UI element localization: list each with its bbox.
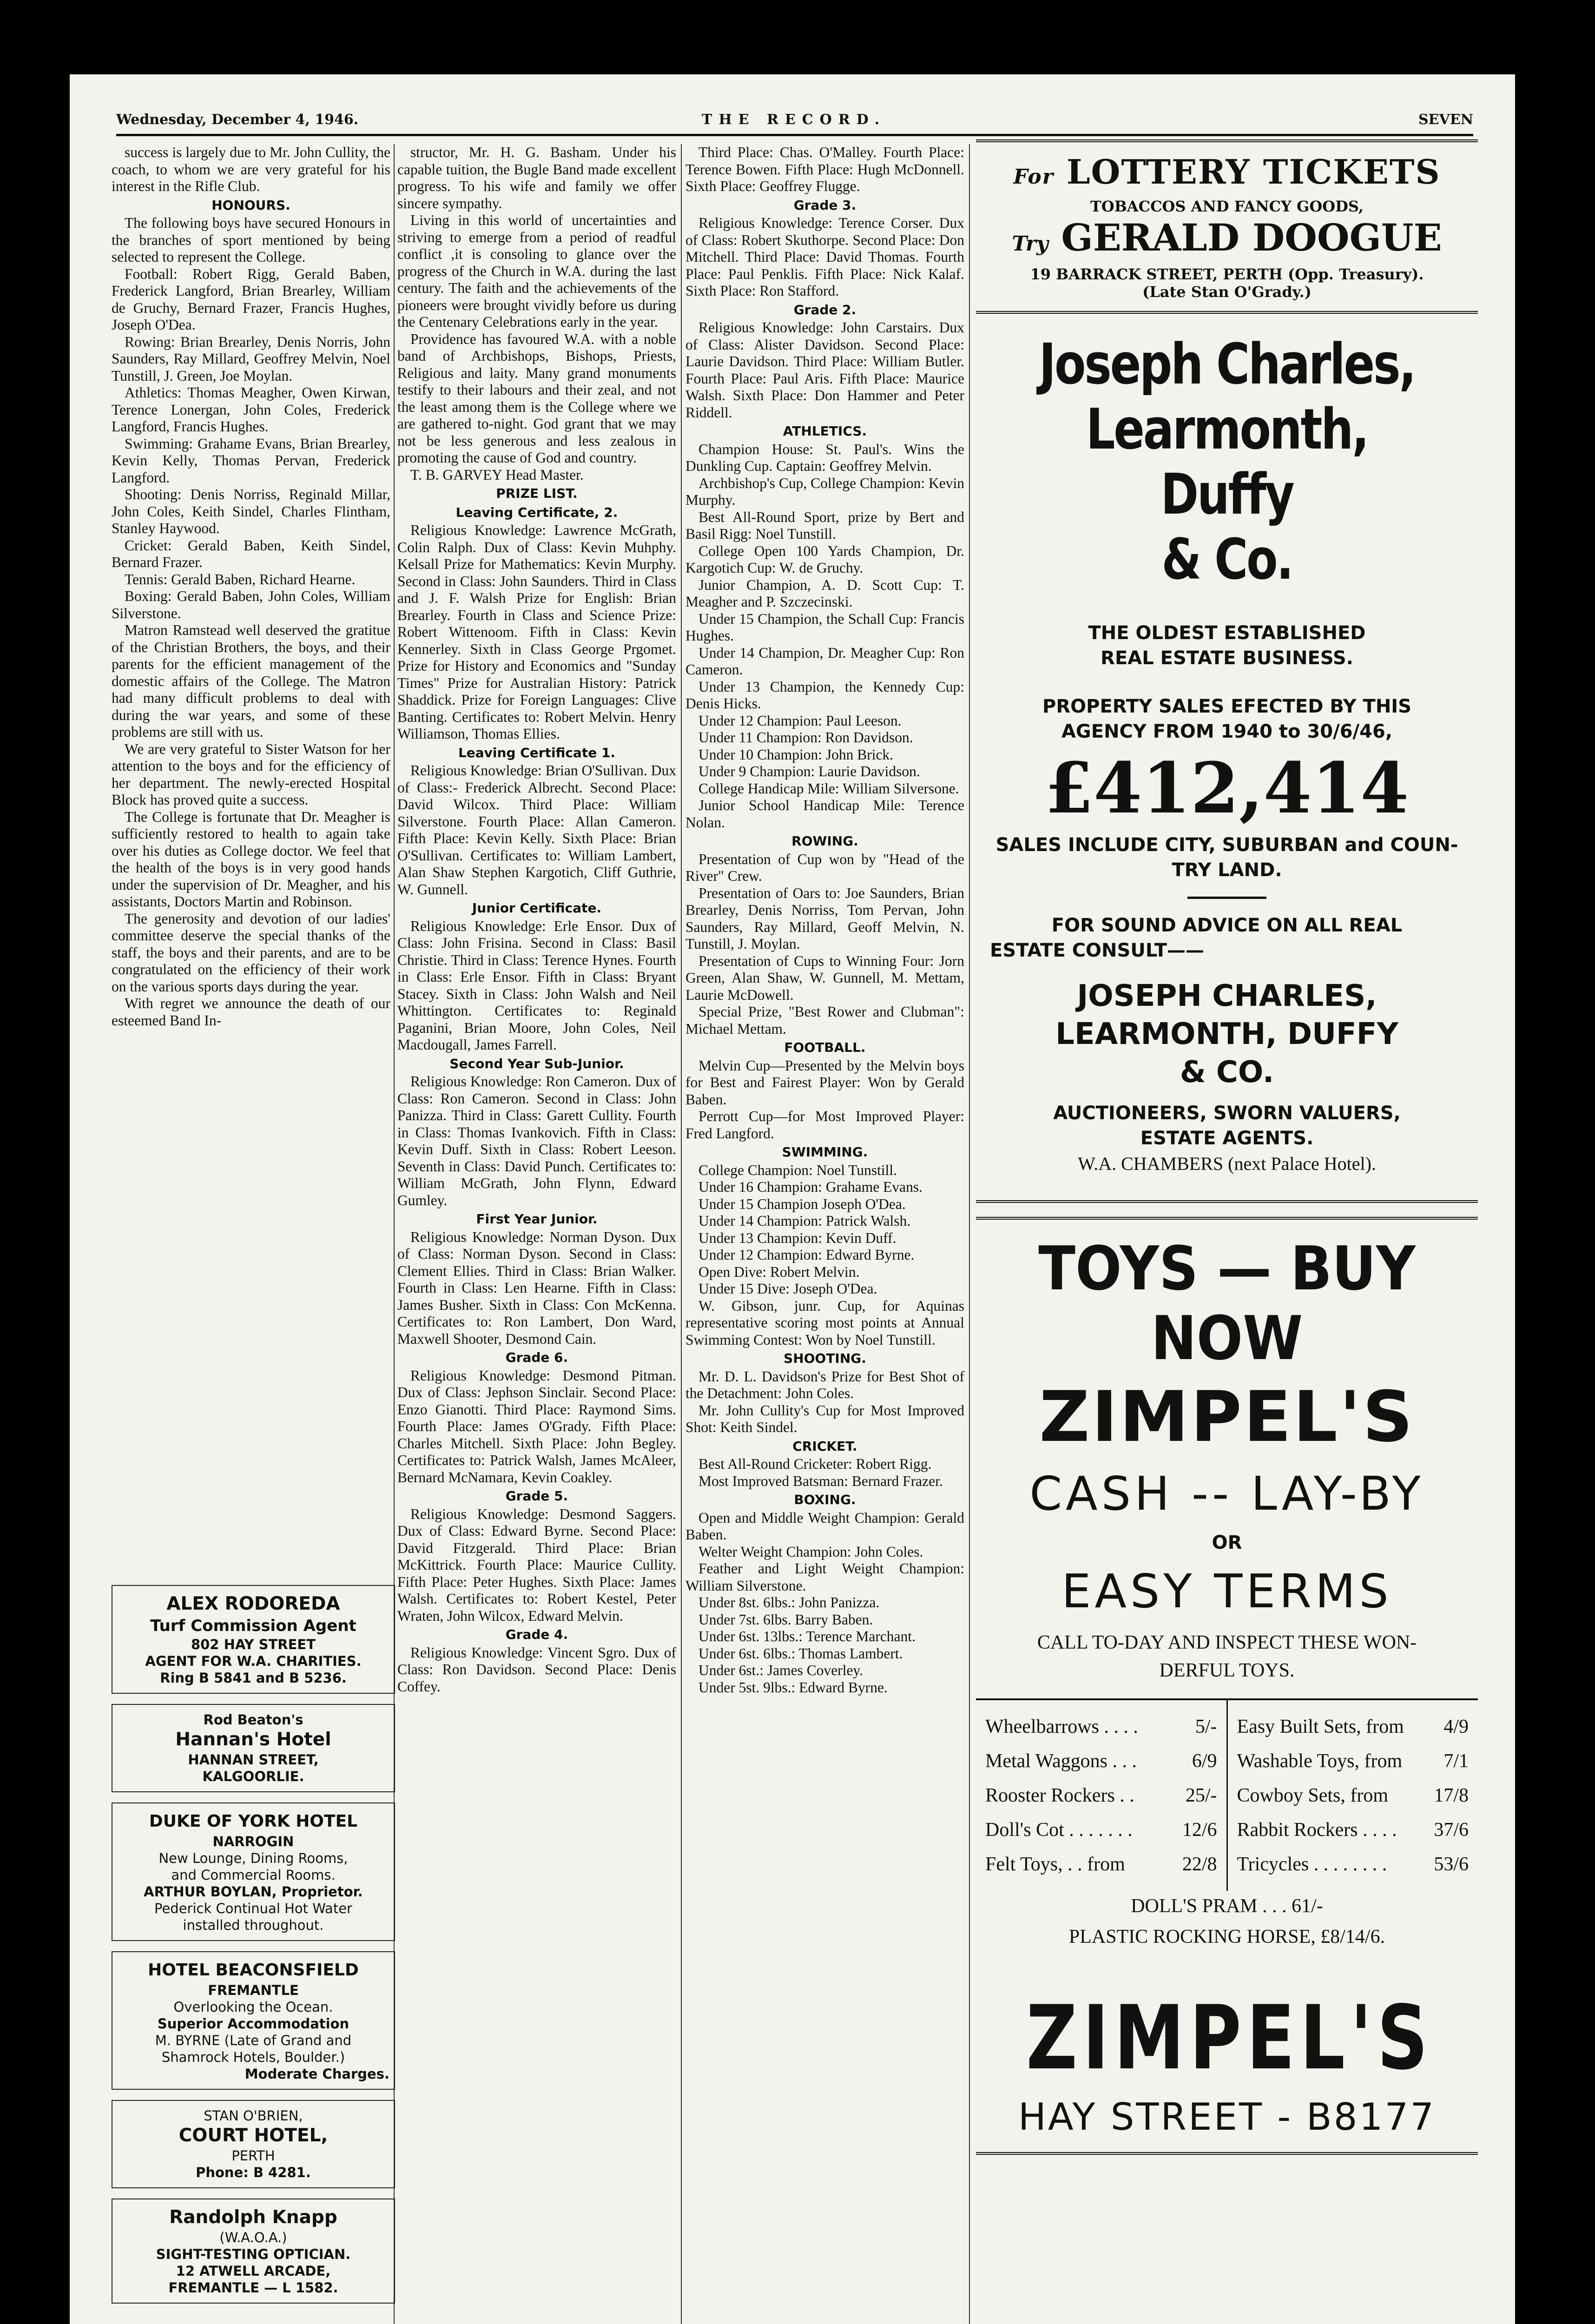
section-heading: First Year Junior. [476,1211,598,1227]
ad-name: HOTEL BEACONSFIELD [148,1961,359,1980]
ad-name: Hannan's Hotel [175,1729,331,1750]
paragraph: Under 15 Dive: Joseph O'Dea. [699,1281,877,1297]
paragraph: College Open 100 Yards Champion, Dr. Kargotich Cup: W. de Gruchy. [685,542,964,576]
ad-line: Overlooking the Ocean. [173,1999,333,2015]
price-column-right [1226,1700,1478,1891]
ad-line: Phone: B 4281. [196,2165,311,2180]
paragraph: Open Dive: Robert Melvin. [699,1263,860,1280]
classified-ads [112,1585,395,2314]
ad-line: KALGOORLIE. [202,1769,304,1784]
ad-line: HANNAN STREET, [188,1752,319,1768]
price-row [985,1744,1217,1778]
section-heading: PRIZE LIST. [496,486,578,501]
ad-headline: Joseph Charles, [1039,332,1415,397]
paragraph: Best All-Round Sport, prize by Bert and Basil Rigg: Noel Tunstill. [685,508,964,542]
paragraph: Religious Knowledge: Desmond Saggers. Dux of Class: Edward Byrne. Second Place: David Fitzgerald. Third Place: Brian McKittrick. Fourth Place: Maurice Cullity. Fifth Place: Peter Hughes. Sixth Place: James Walsh. Certificates to: Robert Kestel, Peter Wraten, John Wilcox, Edward Melvin. [397,1505,676,1624]
toy-price-list [976,1698,1478,1891]
paragraph: Religious Knowledge: Brian O'Sullivan. Dux of Class:- Frederick Albrecht. Second Place: David Wilcox. Third Place: William Silverstone. Fourth Place: Allan Cameron. Fifth Place: Kevin Kelly. Sixth Place: Brian O'Sullivan. Certificates to: William Lambert, Alan Shaw Stephen Kargotich, Cliff Guthrie, W. Gunnell. [397,762,676,898]
toy-price: 22/8 [1182,1854,1217,1875]
ad-headline: LOTTERY TICKETS [1066,152,1441,191]
section-heading: SHOOTING. [784,1351,866,1366]
ad-line: TRY LAND. [1172,859,1282,881]
ad-address: HAY STREET - B8177 [1018,2095,1436,2139]
ad-name: ZIMPEL'S [1039,1377,1415,1458]
section-heading: ROWING. [791,833,858,849]
toy-price: 25/- [1185,1785,1217,1806]
ad-lottery-tickets [976,139,1478,314]
paragraph: Athletics: Thomas Meagher, Owen Kirwan, Terence Lonergan, John Coles, Frederick Langford, Francis Hughes. [112,384,390,435]
paragraph: Religious Knowledge: Norman Dyson. Dux of Class: Norman Dyson. Second in Class: Clement Ellies. Third in Class: Brian Walker. Fourth in Class: Len Hearne. Fifth in Class: James Busher. Sixth in Class: Con McKenna. Certificates to: Ron Lambert, Don Ward, Maxwell Shooter, Desmond Cain. [397,1228,676,1347]
ad-line: installed throughout. [183,1917,324,1933]
section-heading: ATHLETICS. [783,423,867,439]
ad-name: DUKE OF YORK HOTEL [149,1812,358,1831]
ad-line: CASH -- LAY-BY [1029,1466,1424,1521]
ad-randolph-knapp [112,2199,395,2304]
ad-line: AGENT FOR W.A. CHARITIES. [145,1653,362,1669]
ad-line: (Late Stan O'Grady.) [1142,283,1312,301]
paragraph: Matron Ramstead well deserved the gratitue of the Christian Brothers, the boys, and their parents for the efficient management of the domestic affairs of the College. The Matron had many difficult problems to deal with during the war years, and some of these problems are still with us. [112,622,390,740]
ad-line: ESTATE AGENTS. [1140,1128,1314,1149]
section-heading: Grade 6. [505,1350,568,1365]
ad-line: REAL ESTATE BUSINESS. [1101,647,1353,669]
section-heading: Grade 5. [505,1488,568,1504]
paragraph: The generosity and devotion of our ladies' committee deserve the special thanks of the staff, the boys and their parents, and are to be congratulated on the efficiency of their work on the various sports days during the year. [112,910,390,995]
section-heading: Second Year Sub-Junior. [449,1056,624,1071]
paragraph: With regret we announce the death of our esteemed Band In- [112,995,390,1029]
paragraph: Under 11 Champion: Ron Davidson. [699,729,913,746]
ad-line: Turf Commission Agent [150,1617,356,1635]
toy-name: Washable Toys, from [1237,1750,1403,1772]
ad-line: M. BYRNE (Late of Grand and [155,2033,352,2048]
ad-line: ESTATE CONSULT—— [990,940,1204,961]
paragraph: Perrott Cup—for Most Improved Player: Fred Langford. [685,1108,964,1142]
paragraph: Swimming: Grahame Evans, Brian Brearley, Kevin Kelly, Thomas Pervan, Frederick Langford. [112,435,390,486]
ad-court-hotel [112,2100,395,2188]
section-heading: Junior Certificate. [472,900,602,916]
article-column-3 [685,144,964,2324]
ad-line: Superior Accommodation [157,2016,349,2032]
toy-price: 5/- [1195,1716,1217,1737]
issue-date: Wednesday, December 4, 1946. [116,112,359,128]
ad-name: ALEX RODOREDA [166,1593,340,1614]
paragraph: Feather and Light Weight Champion: William Silverstone. [685,1560,964,1594]
paragraph: Under 14 Champion: Patrick Walsh. [699,1213,911,1229]
paragraph: Open and Middle Weight Champion: Gerald Baben. [685,1509,964,1543]
paragraph: Under 12 Champion: Paul Leeson. [699,712,902,729]
section-heading: Grade 4. [505,1627,568,1642]
paragraph: T. B. GARVEY Head Master. [410,466,584,483]
toy-price: 37/6 [1434,1819,1469,1841]
ad-headline: TOYS — BUY NOW [1038,1233,1416,1373]
ad-name: Randolph Knapp [169,2207,337,2228]
masthead [116,112,1473,136]
ad-line: 12 ATWELL ARCADE, [176,2263,331,2279]
ad-zimpels-toys [976,1217,1478,2155]
toy-name: Felt Toys, . . from [985,1854,1125,1875]
column-rule [681,144,682,2324]
paragraph: Religious Knowledge: Terence Corser. Dux of Class: Robert Skuthorpe. Second Place: Don Mitchell. Third Place: David Thomas. Fourth Place: Paul Penklis. Fifth Place: Nick Kalaf. Sixth Place: Ron Stafford. [685,215,964,299]
ad-name: & CO. [1180,1055,1274,1089]
toy-price: 17/8 [1434,1785,1469,1806]
price-row [1237,1778,1469,1813]
paragraph: Religious Knowledge: Desmond Pitman. Dux of Class: Jephson Sinclair. Second Place: Enzo Gianotti. Third Place: Raymond Sims. Fourth Place: James O'Grady. Fifth Place: Charles Mitchell. Sixth Place: John Begley. Certificates to: Patrick Walsh, James McAleer, Bernard McNamara, Kevin Coakley. [397,1367,676,1486]
ad-line: CALL TO-DAY AND INSPECT THESE WON- [1037,1632,1417,1653]
price-row [985,1710,1217,1744]
paragraph: Under 6st. 13lbs.: Terence Marchant. [699,1628,916,1644]
column-rule [969,144,970,2324]
ad-line: Ring B 5841 and B 5236. [160,1670,347,1686]
ad-line: Try [1012,232,1048,256]
paragraph: Under 10 Champion: John Brick. [699,746,894,763]
ad-hotel-beaconsfield [112,1951,395,2090]
ad-address: W.A. CHAMBERS (next Palace Hotel). [1078,1153,1376,1174]
ad-line: PERTH [231,2148,275,2164]
toy-price: 12/6 [1182,1819,1217,1841]
paragraph: Champion House: St. Paul's. Wins the Dunkling Cup. Captain: Geoffrey Melvin. [685,441,964,474]
page-number: SEVEN [1418,112,1473,128]
ad-line: NARROGIN [212,1834,294,1849]
paragraph: College Champion: Noel Tunstill. [699,1162,897,1178]
paragraph: Junior Champion, A. D. Scott Cup: T. Meagher and P. Szczecinski. [685,576,964,610]
ad-name: ZIMPEL'S [1026,1987,1433,2089]
paragraph: success is largely due to Mr. John Cullity, the coach, to whom we are very grateful for his interest in the Rifle Club. [112,144,390,194]
paragraph: Religious Knowledge: John Carstairs. Dux of Class: Alister Davidson. Second Place: Laurie Davidson. Third Place: William Butler. Fourth Place: Paul Aris. Fifth Place: Maurice Walsh. Sixth Place: Don Hammer and Peter Riddell. [685,319,964,421]
ad-line: EASY TERMS [1061,1564,1392,1618]
paragraph: Under 12 Champion: Edward Byrne. [699,1247,915,1263]
paragraph: Under 15 Champion, the Schall Cup: Francis Hughes. [685,610,964,644]
section-heading: HONOURS. [211,197,290,213]
section-heading: Leaving Certificate 1. [458,745,616,760]
toy-name: Tricycles . . . . . . . . [1237,1854,1387,1875]
paragraph: Third Place: Chas. O'Malley. Fourth Place: Terence Bowen. Fifth Place: Hugh McDonnell. Sixth Place: Geoffrey Flugge. [685,144,964,194]
paragraph: W. Gibson, junr. Cup, for Aquinas representative scoring most points at Annual Swimming Contest: Won by Noel Tunstill. [685,1297,964,1348]
paragraph: Mr. John Cullity's Cup for Most Improved Shot: Keith Sindel. [685,1402,964,1435]
paragraph: Presentation of Cup won by "Head of the River" Crew. [685,851,964,884]
paragraph: Tennis: Gerald Baben, Richard Hearne. [125,571,356,588]
paragraph: Presentation of Cups to Winning Four: Jorn Green, Alan Shaw, W. Gunnell, M. Mettam, Laurie McDowell. [685,952,964,1003]
paragraph: Under 7st. 6lbs. Barry Baben. [699,1611,873,1628]
paragraph: Junior School Handicap Mile: Terence Nolan. [685,797,964,831]
paragraph: Under 14 Champion, Dr. Meagher Cup: Ron Cameron. [685,644,964,678]
ad-line: FREMANTLE [208,1982,299,1998]
ad-name: GERALD DOOGUE [1061,216,1442,259]
price-row [985,1847,1217,1882]
paragraph: Special Prize, "Best Rower and Clubman": Michael Mettam. [685,1004,964,1037]
paragraph: Under 15 Champion Joseph O'Dea. [699,1195,906,1212]
paragraph: College Handicap Mile: William Silversone. [699,780,959,797]
toy-name: Wheelbarrows . . . . [985,1716,1138,1737]
paragraph: Boxing: Gerald Baben, John Coles, William Silverstone. [112,588,390,621]
section-heading: Leaving Certificate, 2. [455,504,618,520]
paragraph: Religious Knowledge: Erle Ensor. Dux of Class: John Frisina. Second in Class: Basil Christie. Third in Class: Terence Hynes. Fourth in Class: Erle Ensor. Fifth in Class: Bryant Stacey. Sixth in Class: John Walsh and Neil Whittington. Certificates to: Reginald Paganini, Brian Moore, John Coles, Neil Macdougall, James Farrell. [397,918,676,1053]
ad-line: New Lounge, Dining Rooms, [158,1850,348,1866]
ad-rodoreda [112,1585,395,1694]
paragraph: structor, Mr. H. G. Basham. Under his capable tuition, the Bugle Band made excellent progress. To his wife and family we offer sincere sympathy. [397,144,676,211]
price-column-left [976,1700,1226,1891]
ad-line: Rod Beaton's [203,1712,303,1728]
sales-amount: £412,414 [1045,747,1409,829]
paragraph: The following boys have secured Honours in the branches of sport mentioned by being selected to represent the College. [112,215,390,265]
ad-line: 802 HAY STREET [191,1637,316,1652]
paragraph: Shooting: Denis Norriss, Reginald Millar, John Coles, Keith Sindel, Charles Flintham, Stanley Haywood. [112,486,390,536]
paragraph: Religious Knowledge: Vincent Sgro. Dux of Class: Ron Davidson. Second Place: Denis Coffey. [397,1644,676,1695]
divider [1187,897,1266,899]
ad-line: FOR SOUND ADVICE ON ALL REAL [1051,915,1403,936]
toy-name: Easy Built Sets, from [1237,1716,1404,1737]
ad-line: AGENCY FROM 1940 to 30/6/46, [1061,721,1393,742]
paragraph: Best All-Round Cricketer: Robert Rigg. [699,1456,932,1472]
toy-name: Doll's Cot . . . . . . . [985,1819,1133,1841]
paragraph: Under 16 Champion: Grahame Evans. [699,1179,923,1195]
section-heading: Grade 3. [793,197,857,213]
paragraph: Cricket: Gerald Baben, Keith Sindel, Bernard Frazer. [112,537,390,570]
paragraph: Under 13 Champion, the Kennedy Cup: Denis Hicks. [685,678,964,712]
paragraph: Under 6st.: James Coverley. [699,1662,863,1678]
ad-headline: Learmonth, Duffy [1086,397,1368,527]
paragraph: Presentation of Oars to: Joe Saunders, Brian Brearley, Denis Norriss, Tom Pervan, John Saunders, Ray Millard, Geoff Melvin, N. Tunstill, J. Moylan. [685,885,964,952]
toy-name: Metal Waggons . . . [985,1750,1137,1772]
article-column-2 [397,144,676,2324]
ad-line: STAN O'BRIEN, [204,2108,303,2124]
price-row [985,1813,1217,1847]
newspaper-page [70,74,1515,2324]
ad-line: DERFUL TOYS. [1159,1660,1295,1681]
ad-line: OR [1212,1532,1242,1553]
ad-call [976,1624,1478,1698]
paragraph: We are very grateful to Sister Watson for her attention to the boys and for the efficiency of her department. The newly-erected Hospital Block has proved quite a success. [112,740,390,808]
ad-address: 19 BARRACK STREET, PERTH (Opp. Treasury). [1030,265,1424,283]
ad-line: Shamrock Hotels, Boulder.) [161,2049,345,2065]
ad-line: For [1013,165,1054,189]
paragraph: Religious Knowledge: Ron Cameron. Dux of Class: Ron Cameron. Second in Class: John Panizza. Third in Class: Garett Cullity. Fourth in Class: Thomas Ivankovich. Fifth in Class: Kevin Duff. Sixth in Class: Robert Leeson. Seventh in Class: David Punch. Certificates to: William McGrath, John Flynn, Edward Gumley. [397,1073,676,1208]
ad-line: ARTHUR BOYLAN, Proprietor. [144,1884,363,1900]
ad-line: SALES INCLUDE CITY, SUBURBAN and COUN- [995,834,1458,856]
ad-line: SIGHT-TESTING OPTICIAN. [156,2246,351,2262]
ad-line: (W.A.O.A.) [219,2230,287,2245]
price-row [1237,1744,1469,1778]
paragraph: Living in this world of uncertainties and striving to emerge from a period of readful conflict ,it is consoling to glance over the progress of the Church in W.A. during the last century. The faith and the achievements of the pioneers were brought vividly before us during the Centenary Celebrations early in the year. [397,212,676,330]
newspaper-title: THE RECORD. [702,112,886,128]
paragraph: Rowing: Brian Brearley, Denis Norris, John Saunders, Ray Millard, Geoffrey Melvin, Noel Tunstill, J. Green, Joe Moylan. [112,333,390,384]
paragraph: Mr. D. L. Davidson's Prize for Best Shot of the Detachment: John Coles. [685,1368,964,1401]
ad-line: THE OLDEST ESTABLISHED [1088,622,1366,644]
section-heading: SWIMMING. [782,1144,868,1160]
toy-price: 7/1 [1443,1750,1469,1772]
paragraph: Religious Knowledge: Lawrence McGrath, Colin Ralph. Dux of Class: Kevin Muhphy. Kelsall Prize for Mathematics: Kevin Murphy. Second in Class: John Saunders. Third in Class and J. F. Walsh Prize for English: Brian Brearley. Fourth in Class and Science Prize: Robert Wittenoom. Fifth in Class: Kevin Kennerley. Sixth in Class George Prgomet. Prize for History and Economics and "Sunday Times" Prize for Australian History: Patrick Shaddick. Prize for Foreign Languages: Clive Banting. Certificates to: Robert Melvin. Henry Williamson, Thomas Ellies. [397,522,676,742]
ad-line: Moderate Charges. [244,2066,389,2082]
paragraph: Archbishop's Cup, College Champion: Kevin Murphy. [685,475,964,508]
section-heading: FOOTBALL. [784,1040,866,1055]
ad-line: and Commercial Rooms. [171,1867,336,1883]
paragraph: Under 8st. 6lbs.: John Panizza. [699,1594,880,1611]
paragraph: Under 9 Champion: Laurie Davidson. [699,763,920,779]
paragraph: Under 6st. 6lbs.: Thomas Lambert. [699,1645,903,1662]
display-ads [976,139,1478,2155]
toy-price: 6/9 [1192,1750,1217,1772]
paragraph: Welter Weight Champion: John Coles. [699,1543,923,1560]
ad-name: JOSEPH CHARLES, [1077,979,1377,1013]
paragraph: Providence has favoured W.A. with a noble band of Archbishops, Bishops, Priests, Religious and laity. Many grand monuments testify to their labours and their zeal, and not the least among them is the College where we are gathered to-night. God grant that we may not be less generous and less zealous in promoting the cause of God and country. [397,330,676,466]
ad-line: DOLL'S PRAM . . . 61/- [1131,1895,1323,1917]
section-heading: Grade 2. [793,302,857,317]
article-column-1 [112,144,390,1576]
ad-joseph-charles-learmonth-duffy [976,314,1478,1203]
price-row [1237,1710,1469,1744]
ad-hannans-hotel [112,1704,395,1792]
toy-price: 4/9 [1443,1716,1469,1737]
paragraph: Most Improved Batsman: Bernard Frazer. [699,1472,943,1489]
price-row [985,1778,1217,1813]
paragraph: Under 13 Champion: Kevin Duff. [699,1229,896,1246]
toy-name: Rabbit Rockers . . . . [1237,1819,1397,1841]
toy-name: Rooster Rockers . . [985,1785,1134,1806]
ad-line: PROPERTY SALES EFECTED BY THIS [1042,696,1411,717]
paragraph: The College is fortunate that Dr. Meagher is sufficiently restored to health to again take over his duties as College doctor. We feel that the health of the boys is in very good hands under the supervision of Dr. Meagher, and his assistants, Doctors Martin and Robinson. [112,808,390,910]
paragraph: Melvin Cup—Presented by the Melvin boys for Best and Fairest Player: Won by Gerald Baben. [685,1057,964,1108]
toy-name: Cowboy Sets, from [1237,1785,1388,1806]
price-row [1237,1847,1469,1882]
toy-price: 53/6 [1434,1854,1469,1875]
paragraph: Football: Robert Rigg, Gerald Baben, Frederick Langford, Brian Brearley, William de Gruchy, Bernard Frazer, Francis Hughes, Joseph O'Dea. [112,265,390,333]
section-heading: BOXING. [794,1492,856,1507]
ad-line: TOBACCOS AND FANCY GOODS, [1090,198,1364,215]
ad-duke-of-york-hotel [112,1802,395,1941]
paragraph: Under 5st. 9lbs.: Edward Byrne. [699,1679,888,1696]
ad-line: Pederick Continual Hot Water [154,1901,352,1916]
ad-name: LEARMONTH, DUFFY [1055,1017,1398,1051]
price-row [1237,1813,1469,1847]
ad-name: COURT HOTEL, [178,2125,328,2146]
ad-line: PLASTIC ROCKING HORSE, £8/14/6. [1068,1926,1385,1948]
ad-headline: & Co. [1161,528,1292,592]
ad-line: FREMANTLE — L 1582. [168,2280,338,2296]
ad-line: AUCTIONEERS, SWORN VALUERS, [1053,1103,1401,1124]
section-heading: CRICKET. [792,1438,857,1454]
